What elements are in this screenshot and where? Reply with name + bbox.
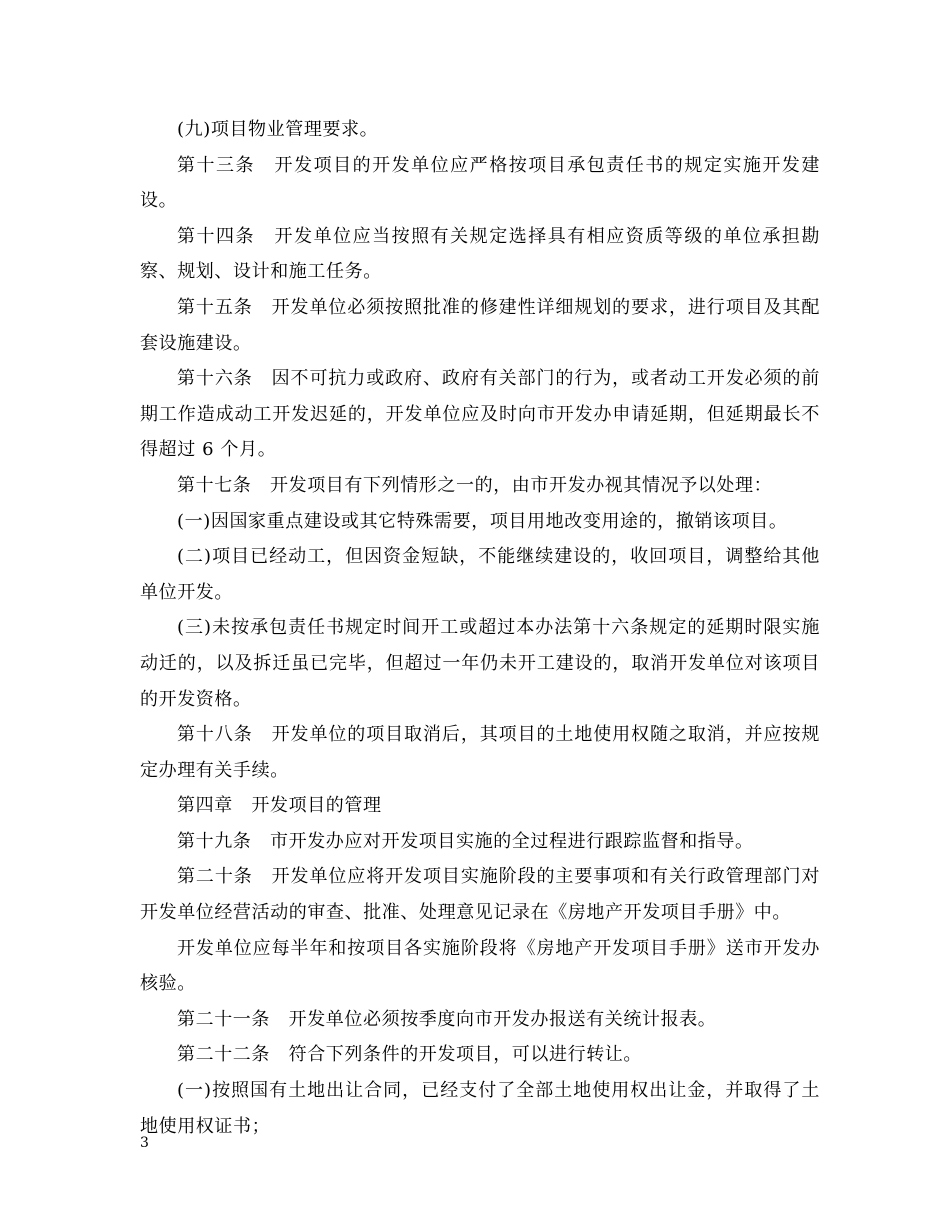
paragraph: (一)因国家重点建设或其它特殊需要，项目用地改变用途的，撤销该项目。 — [177, 510, 788, 532]
paragraph: 第十三条 开发项目的开发单位应严格按项目承包责任书的规定实施开发建设。 — [140, 154, 820, 212]
paragraph: 第十八条 开发单位的项目取消后，其项目的土地使用权随之取消，并应按规定办理有关手续。 — [140, 724, 820, 781]
document-body — [140, 112, 820, 1144]
paragraph: 第二十二条 符合下列条件的开发项目，可以进行转让。 — [177, 1044, 642, 1066]
paragraph: (九)项目物业管理要求。 — [177, 119, 379, 140]
paragraph: (一)按照国有土地出让合同，已经支付了全部土地使用权出让金，并取得了土地使用权证书； — [140, 1080, 820, 1137]
paragraph: 第十五条 开发单位必须按照批准的修建性详细规划的要求，进行项目及其配套设施建设。 — [140, 296, 820, 354]
paragraph: 第十七条 开发项目有下列情形之一的，由市开发办视其情况予以处理： — [177, 474, 773, 496]
paragraph: (三)未按承包责任书规定时间开工或超过本办法第十六条规定的延期时限实施动迁的，以及拆迁虽已完毕，但超过一年仍未开工建设的，取消开发单位对该项目的开发资格。 — [140, 617, 820, 710]
paragraph: 开发单位应每半年和按项目各实施阶段将《房地产开发项目手册》送市开发办核验。 — [140, 937, 820, 995]
paragraph: 第十四条 开发单位应当按照有关规定选择具有相应资质等级的单位承担勘察、规划、设计和施工任务。 — [140, 225, 820, 283]
paragraph: 第十九条 市开发办应对开发项目实施的全过程进行跟踪监督和指导。 — [177, 830, 754, 852]
page-number: 3 — [140, 1135, 149, 1151]
paragraph: 第二十一条 开发单位必须按季度向市开发办报送有关统计报表。 — [177, 1008, 717, 1030]
paragraph: (二)项目已经动工，但因资金短缺，不能继续建设的，收回项目，调整给其他单位开发。 — [140, 546, 820, 603]
chapter-heading: 第四章 开发项目的管理 — [177, 795, 382, 817]
paragraph: 第二十条 开发单位应将开发项目实施阶段的主要事项和有关行政管理部门对开发单位经营活动的审查、批准、处理意见记录在《房地产开发项目手册》中。 — [140, 866, 820, 924]
paragraph: 第十六条 因不可抗力或政府、政府有关部门的行为，或者动工开发必须的前期工作造成动工开发迟延的，开发单位应及时向市开发办申请延期，但延期最长不得超过 6 个月。 — [140, 368, 820, 461]
